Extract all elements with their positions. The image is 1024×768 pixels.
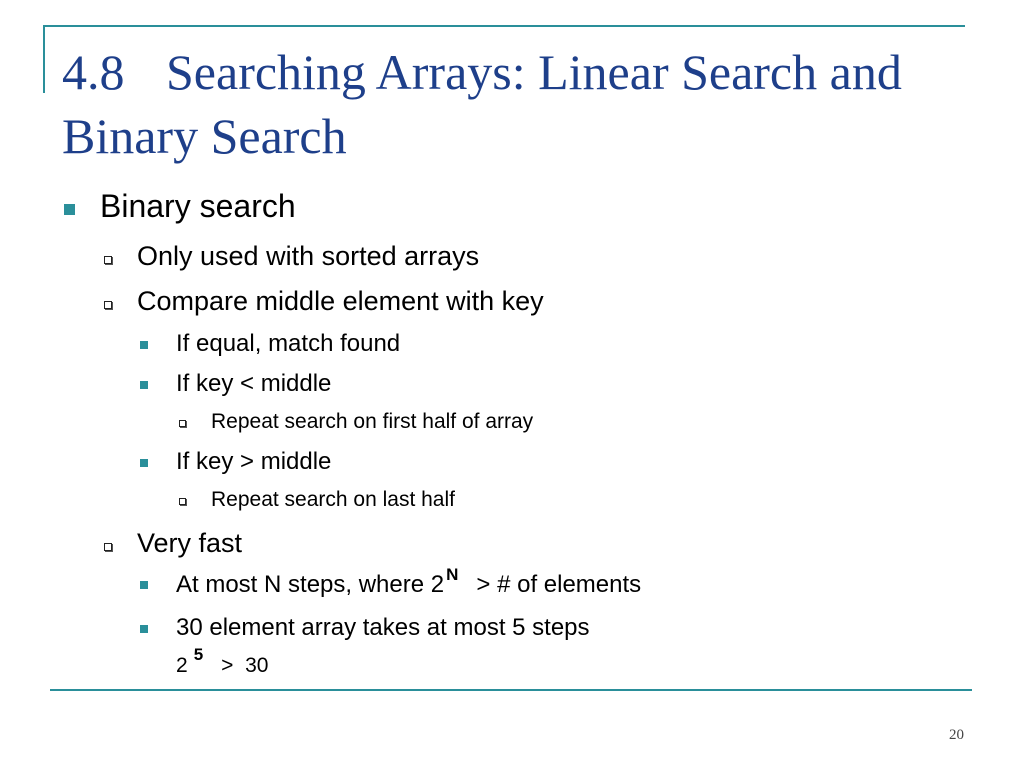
level4-bullet-icon: [179, 420, 186, 427]
steps-text-post: > # of elements: [476, 571, 642, 598]
level4-bullet-icon: [179, 498, 186, 505]
example-expression: [176, 645, 269, 678]
bullet-if-less: If key < middle: [176, 370, 332, 397]
level3-bullet-icon: [140, 381, 148, 389]
bullet-if-equal: If equal, match found: [176, 330, 401, 357]
level2-bullet-icon: [104, 543, 112, 551]
bullet-binary-search: Binary search: [100, 188, 296, 224]
bullet-first-half: Repeat search on first half of array: [211, 410, 534, 433]
example-rest: > 30: [221, 654, 269, 677]
steps-text-pre: At most N steps, where 2: [176, 571, 445, 598]
slide-title: [62, 40, 962, 168]
bullet-very-fast: Very fast: [137, 528, 243, 558]
level2-bullet-icon: [104, 256, 112, 264]
frame-top-rule: [43, 25, 965, 27]
bullet-compare-middle: Compare middle element with key: [137, 286, 544, 316]
frame-bottom-rule: [50, 689, 972, 691]
example-superscript: 5: [193, 645, 204, 664]
level3-bullet-icon: [140, 341, 148, 349]
page-number: 20: [949, 727, 964, 743]
title-number: 4.8: [62, 44, 125, 100]
bullet-if-greater: If key > middle: [176, 448, 332, 475]
level3-bullet-icon: [140, 459, 148, 467]
bullet-sorted-arrays: Only used with sorted arrays: [137, 241, 480, 271]
level2-bullet-icon: [104, 301, 112, 309]
level3-bullet-icon: [140, 581, 148, 589]
bullet-at-most-n-steps: [176, 565, 642, 599]
bullet-last-half: Repeat search on last half: [211, 488, 455, 511]
frame-left-rule: [43, 25, 45, 93]
level1-bullet-icon: [64, 204, 75, 215]
title-text: Searching Arrays: Linear Search and Binary Search: [62, 44, 902, 164]
level3-bullet-icon: [140, 625, 148, 633]
example-base: 2: [176, 654, 188, 677]
steps-superscript: N: [446, 565, 459, 584]
bullet-thirty-elements: 30 element array takes at most 5 steps: [176, 614, 590, 641]
